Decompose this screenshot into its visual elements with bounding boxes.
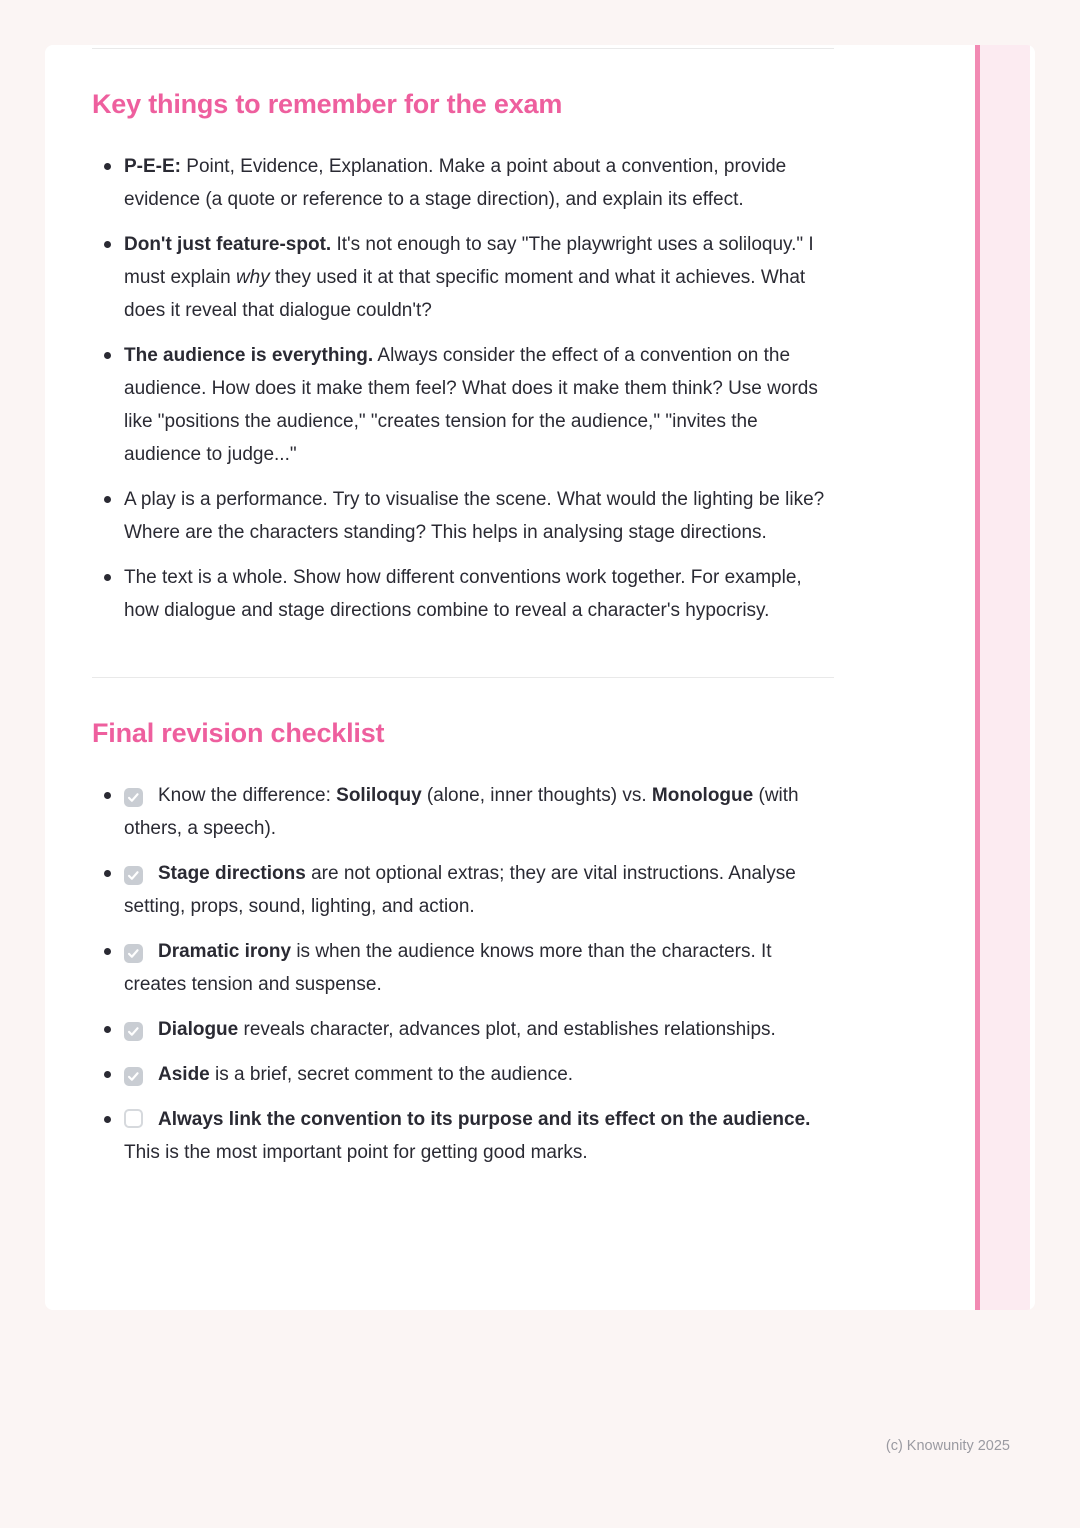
text-segment: This is the most important point for getting good marks. (124, 1142, 588, 1163)
text-segment: Point, Evidence, Explanation. Make a point about a convention, provide evidence (a quote or reference to a stage direction), and explain its effect. (124, 156, 787, 210)
text-segment: The text is a whole. Show how different conventions work together. For example, how dialogue and stage directions combine to reveal a character's hypocrisy. (124, 567, 802, 621)
text-segment: Always link the convention to its purpose and its effect on the audience. (158, 1109, 811, 1130)
text-segment: are not optional extras; they are vital instructions. Analyse setting, props, sound, lighting, and action. (124, 863, 796, 917)
checkbox-checked-icon[interactable] (124, 866, 143, 885)
text-segment: (with others, a speech). (124, 785, 799, 839)
text-segment: P-E-E: (124, 156, 181, 177)
document-card (45, 45, 1035, 1310)
document-content (92, 45, 834, 1181)
text-segment: Know the difference: (158, 785, 337, 806)
section-title-revision-checklist: Final revision checklist (92, 718, 385, 748)
checklist-item (124, 857, 834, 923)
text-segment: A play is a performance. Try to visualise the scene. What would the lighting be like? Where are the characters standing? This helps in analysing stage directions. (124, 489, 825, 543)
text-segment: Aside (158, 1064, 210, 1085)
checkbox-checked-icon[interactable] (124, 944, 143, 963)
section-divider (92, 677, 834, 678)
checkbox-checked-icon[interactable] (124, 1067, 143, 1086)
text-segment: Dialogue (158, 1019, 239, 1040)
text-segment: It's not enough to say "The playwright uses a soliloquy." I must explain (124, 234, 814, 288)
footer-copyright: (c) Knowunity 2025 (885, 1438, 1010, 1454)
checklist-item (124, 935, 834, 1001)
accent-highlight-line (975, 45, 980, 1310)
bullet-item (124, 339, 834, 471)
checklist-item (124, 1013, 834, 1046)
accent-highlight-band (980, 45, 1030, 1310)
text-segment: reveals character, advances plot, and establishes relationships. (238, 1019, 776, 1040)
checkbox-checked-icon[interactable] (124, 788, 143, 807)
checklist-item (124, 1103, 834, 1169)
checklist-item (124, 779, 834, 845)
text-segment: The audience is everything. (124, 345, 374, 366)
text-segment: Dramatic irony (158, 941, 292, 962)
text-segment: Monologue (651, 785, 754, 806)
exam-tips-list (92, 150, 834, 627)
text-segment: they used it at that specific moment and what it achieves. What does it reveal that dialogue couldn't? (124, 267, 806, 321)
text-segment: is when the audience knows more than the characters. It creates tension and suspense. (124, 941, 772, 995)
bullet-item (124, 483, 834, 549)
bullet-item (124, 561, 834, 627)
text-segment: Don't just feature-spot. (124, 234, 332, 255)
checkbox-checked-icon[interactable] (124, 1022, 143, 1041)
bullet-item (124, 228, 834, 327)
text-segment: Always consider the effect of a convention on the audience. How does it make them feel? What does it make them think? Use words like "positions the audience," "creates tension for the audience," "invites the audience to judge..." (124, 345, 818, 465)
text-segment: Soliloquy (336, 785, 422, 806)
text-segment: (alone, inner thoughts) vs. (421, 785, 652, 806)
section-title-exam-tips: Key things to remember for the exam (92, 89, 563, 119)
checklist-item (124, 1058, 834, 1091)
text-segment: is a brief, secret comment to the audience. (209, 1064, 574, 1085)
top-divider (92, 48, 834, 49)
bullet-item (124, 150, 834, 216)
revision-checklist (92, 779, 834, 1169)
text-segment: Stage directions (158, 863, 306, 884)
text-segment: why (235, 267, 270, 288)
checkbox-unchecked-icon[interactable] (124, 1109, 143, 1128)
